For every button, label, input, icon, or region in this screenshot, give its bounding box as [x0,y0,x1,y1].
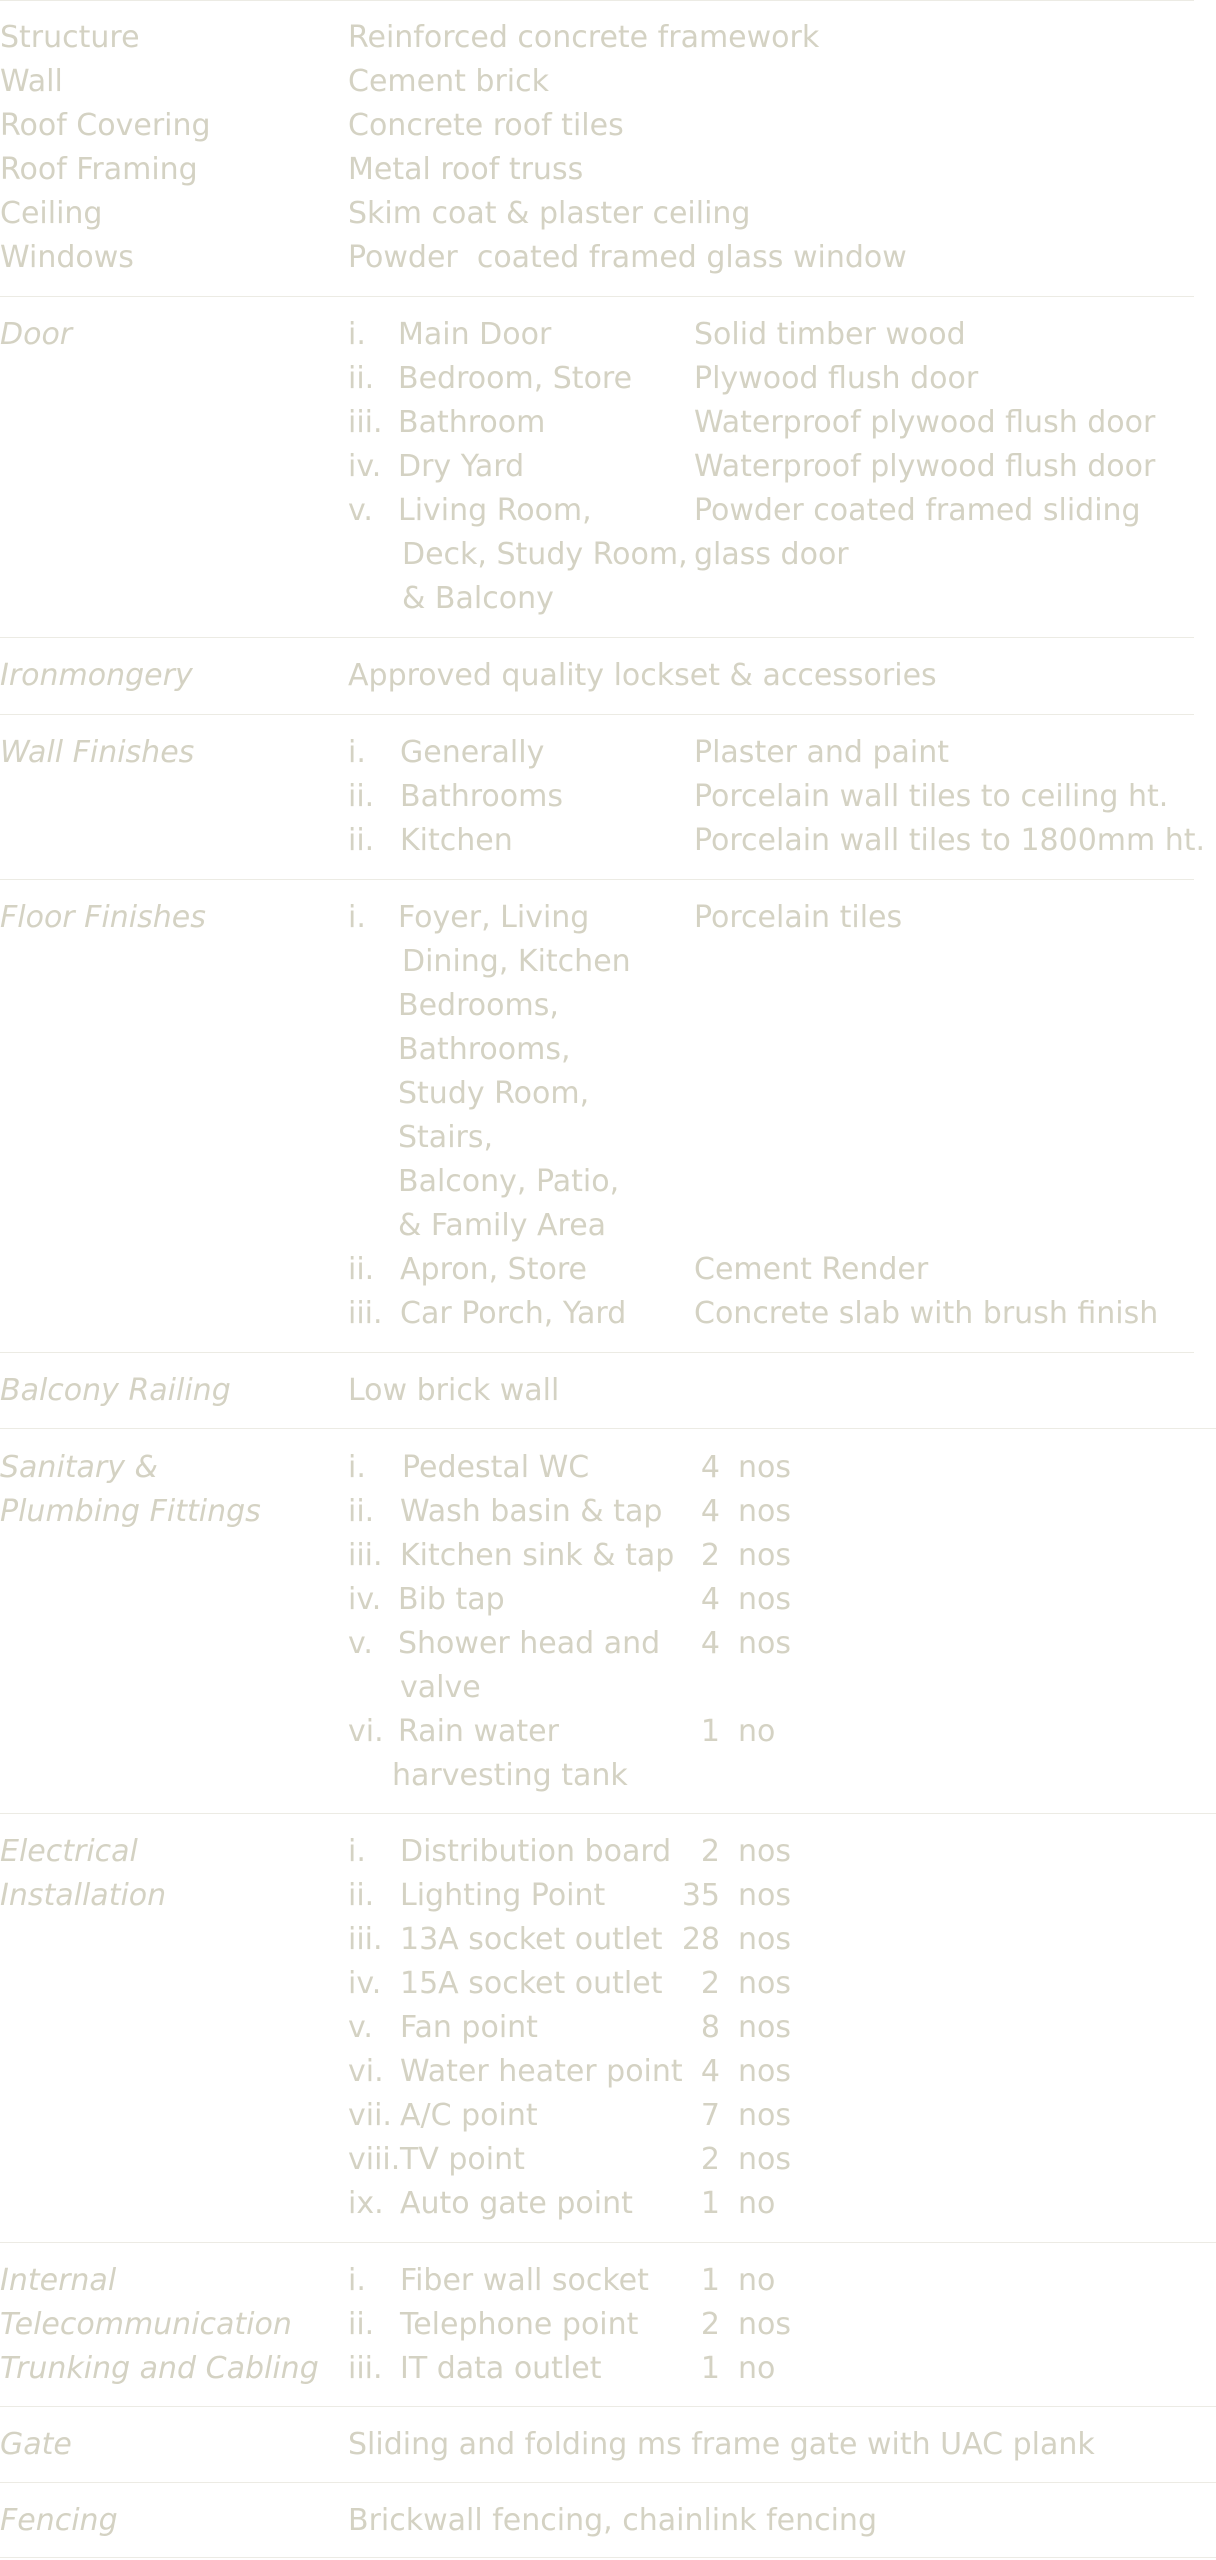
electrical-item-unit: nos [738,2054,791,2089]
wall-finish-num: i. [348,735,366,770]
divider [0,2482,1216,2483]
floor-finish-num: iii. [348,1296,383,1331]
windows-value: Powder coated framed glass window [348,240,907,275]
electrical-item-name: TV point [400,2142,525,2177]
telecom-item-name: Telephone point [400,2307,639,2342]
structure-value: Reinforced concrete framework [348,20,820,55]
sanitary-item-name: Rain water [398,1714,559,1749]
balcony-railing-value: Low brick wall [348,1373,560,1408]
floor-finish-area: Car Porch, Yard [400,1296,627,1331]
sanitary-item-name: valve [400,1670,481,1705]
ironmongery-value: Approved quality lockset & accessories [348,658,937,693]
sanitary-item-qty: 4 [700,1626,720,1661]
electrical-label: Installation [0,1878,167,1913]
telecom-item-num: ii. [348,2307,375,2342]
floor-finish-area: Balcony, Patio, [398,1164,620,1199]
floor-finish-spec: Porcelain tiles [694,900,903,935]
door-item-spec: Waterproof plywood flush door [694,449,1156,484]
telecom-label: Trunking and Cabling [0,2351,319,2386]
floor-finish-area: Foyer, Living [398,900,590,935]
electrical-item-qty: 7 [700,2098,720,2133]
electrical-item-qty: 8 [700,2010,720,2045]
ironmongery-label: Ironmongery [0,658,193,693]
electrical-item-unit: nos [738,2142,791,2177]
electrical-item-name: Water heater point [400,2054,683,2089]
floor-finishes-label: Floor Finishes [0,900,206,935]
sanitary-item-qty: 4 [700,1494,720,1529]
door-item-num: iv. [348,449,382,484]
divider [0,1813,1216,1814]
electrical-item-unit: no [738,2186,776,2221]
door-item-num: iii. [348,405,383,440]
electrical-item-unit: nos [738,1966,791,2001]
sanitary-item-qty: 2 [700,1538,720,1573]
door-item-spec: Waterproof plywood flush door [694,405,1156,440]
electrical-item-unit: nos [738,1834,791,1869]
door-item-spec: Plywood flush door [694,361,979,396]
sanitary-item-num: iv. [348,1582,382,1617]
divider [0,2557,1216,2558]
electrical-item-name: Fan point [400,2010,538,2045]
electrical-item-num: viii. [348,2142,401,2177]
ceiling-value: Skim coat & plaster ceiling [348,196,751,231]
fencing-value: Brickwall fencing, chainlink fencing [348,2503,877,2538]
wall-finish-num: ii. [348,823,375,858]
floor-finish-area: Stairs, [398,1120,494,1155]
divider [0,2406,1216,2407]
roof-covering-label: Roof Covering [0,108,211,143]
wall-finish-name: Bathrooms [400,779,563,814]
gate-value: Sliding and folding ms frame gate with UAC plank [348,2427,1095,2462]
floor-finish-spec: Concrete slab with brush finish [694,1296,1159,1331]
telecom-item-qty: 1 [700,2351,720,2386]
electrical-item-qty: 28 [681,1922,720,1957]
sanitary-item-num: vi. [348,1714,384,1749]
electrical-item-unit: nos [738,1878,791,1913]
electrical-item-num: ix. [348,2186,384,2221]
divider [0,2242,1216,2243]
electrical-item-qty: 35 [681,1878,720,1913]
structure-label: Structure [0,20,140,55]
electrical-item-name: Auto gate point [400,2186,633,2221]
sanitary-item-name: Kitchen sink & tap [400,1538,675,1573]
telecom-label: Internal [0,2263,117,2298]
sanitary-label: Plumbing Fittings [0,1494,261,1529]
balcony-railing-label: Balcony Railing [0,1373,231,1408]
telecom-item-num: iii. [348,2351,383,2386]
sanitary-item-num: iii. [348,1538,383,1573]
electrical-item-num: iv. [348,1966,382,2001]
door-item-name: Main Door [398,317,552,352]
telecom-item-qty: 2 [700,2307,720,2342]
sanitary-item-name: Pedestal WC [402,1450,590,1485]
sanitary-item-num: i. [348,1450,366,1485]
door-item-name: Bedroom, Store [398,361,633,396]
wall-finish-spec: Plaster and paint [694,735,950,770]
floor-finish-area: Bedrooms, [398,988,559,1023]
electrical-item-qty: 2 [700,1966,720,2001]
electrical-item-qty: 1 [700,2186,720,2221]
roof-framing-label: Roof Framing [0,152,198,187]
door-item-name: Deck, Study Room, [402,537,688,572]
wall-value: Cement brick [348,64,549,99]
wall-finish-num: ii. [348,779,375,814]
sanitary-item-num: v. [348,1626,373,1661]
door-item-name: & Balcony [402,581,554,616]
sanitary-item-unit: nos [738,1582,791,1617]
floor-finish-area: Bathrooms, [398,1032,571,1067]
door-item-spec: Powder coated framed sliding [694,493,1141,528]
electrical-item-num: i. [348,1834,366,1869]
roof-covering-value: Concrete roof tiles [348,108,624,143]
electrical-item-num: iii. [348,1922,383,1957]
telecom-label: Telecommunication [0,2307,292,2342]
divider [0,1352,1194,1353]
ceiling-label: Ceiling [0,196,103,231]
door-item-spec: glass door [694,537,849,572]
electrical-item-unit: nos [738,2098,791,2133]
divider [0,714,1194,715]
electrical-item-name: 15A socket outlet [400,1966,663,2001]
sanitary-item-num: ii. [348,1494,375,1529]
door-item-name: Dry Yard [398,449,525,484]
sanitary-item-name: Wash basin & tap [400,1494,663,1529]
floor-finish-area: Study Room, [398,1076,590,1111]
sanitary-label: Sanitary & [0,1450,158,1485]
telecom-item-unit: no [738,2351,776,2386]
floor-finish-area: & Family Area [398,1208,607,1243]
electrical-item-num: ii. [348,1878,375,1913]
sanitary-item-name: harvesting tank [392,1758,628,1793]
windows-label: Windows [0,240,134,275]
electrical-item-num: vii. [348,2098,392,2133]
electrical-item-name: Distribution board [400,1834,672,1869]
telecom-item-qty: 1 [700,2263,720,2298]
electrical-item-unit: nos [738,2010,791,2045]
electrical-label: Electrical [0,1834,138,1869]
door-item-spec: Solid timber wood [694,317,966,352]
door-item-num: v. [348,493,373,528]
wall-finish-spec: Porcelain wall tiles to ceiling ht. [694,779,1169,814]
floor-finish-num: ii. [348,1252,375,1287]
divider [0,1428,1216,1429]
electrical-item-qty: 4 [700,2054,720,2089]
sanitary-item-name: Shower head and [398,1626,661,1661]
door-item-num: i. [348,317,366,352]
floor-finish-area: Dining, Kitchen [402,944,631,979]
wall-finish-name: Kitchen [400,823,513,858]
gate-label: Gate [0,2427,72,2462]
electrical-item-name: Lighting Point [400,1878,606,1913]
floor-finish-spec: Cement Render [694,1252,929,1287]
door-item-name: Bathroom [398,405,546,440]
electrical-item-name: A/C point [400,2098,538,2133]
electrical-item-num: v. [348,2010,373,2045]
divider [0,296,1194,297]
sanitary-item-name: Bib tap [398,1582,505,1617]
electrical-item-name: 13A socket outlet [400,1922,663,1957]
telecom-item-num: i. [348,2263,366,2298]
electrical-item-unit: nos [738,1922,791,1957]
door-item-num: ii. [348,361,375,396]
electrical-item-num: vi. [348,2054,384,2089]
sanitary-item-qty: 4 [700,1582,720,1617]
electrical-item-qty: 2 [700,2142,720,2177]
wall-label: Wall [0,64,63,99]
divider [0,879,1194,880]
fencing-label: Fencing [0,2503,118,2538]
wall-finish-name: Generally [400,735,545,770]
door-label: Door [0,317,73,352]
divider [0,0,1194,1]
divider [0,637,1194,638]
sanitary-item-unit: nos [738,1450,791,1485]
sanitary-item-unit: nos [738,1494,791,1529]
floor-finish-num: i. [348,900,366,935]
sanitary-item-qty: 4 [700,1450,720,1485]
roof-framing-value: Metal roof truss [348,152,584,187]
floor-finish-area: Apron, Store [400,1252,587,1287]
wall-finish-spec: Porcelain wall tiles to 1800mm ht. [694,823,1206,858]
telecom-item-unit: no [738,2263,776,2298]
telecom-item-name: Fiber wall socket [400,2263,649,2298]
telecom-item-unit: nos [738,2307,791,2342]
telecom-item-name: IT data outlet [400,2351,602,2386]
wall-finishes-label: Wall Finishes [0,735,195,770]
door-item-name: Living Room, [398,493,592,528]
sanitary-item-unit: no [738,1714,776,1749]
sanitary-item-unit: nos [738,1626,791,1661]
sanitary-item-qty: 1 [700,1714,720,1749]
electrical-item-qty: 2 [700,1834,720,1869]
sanitary-item-unit: nos [738,1538,791,1573]
